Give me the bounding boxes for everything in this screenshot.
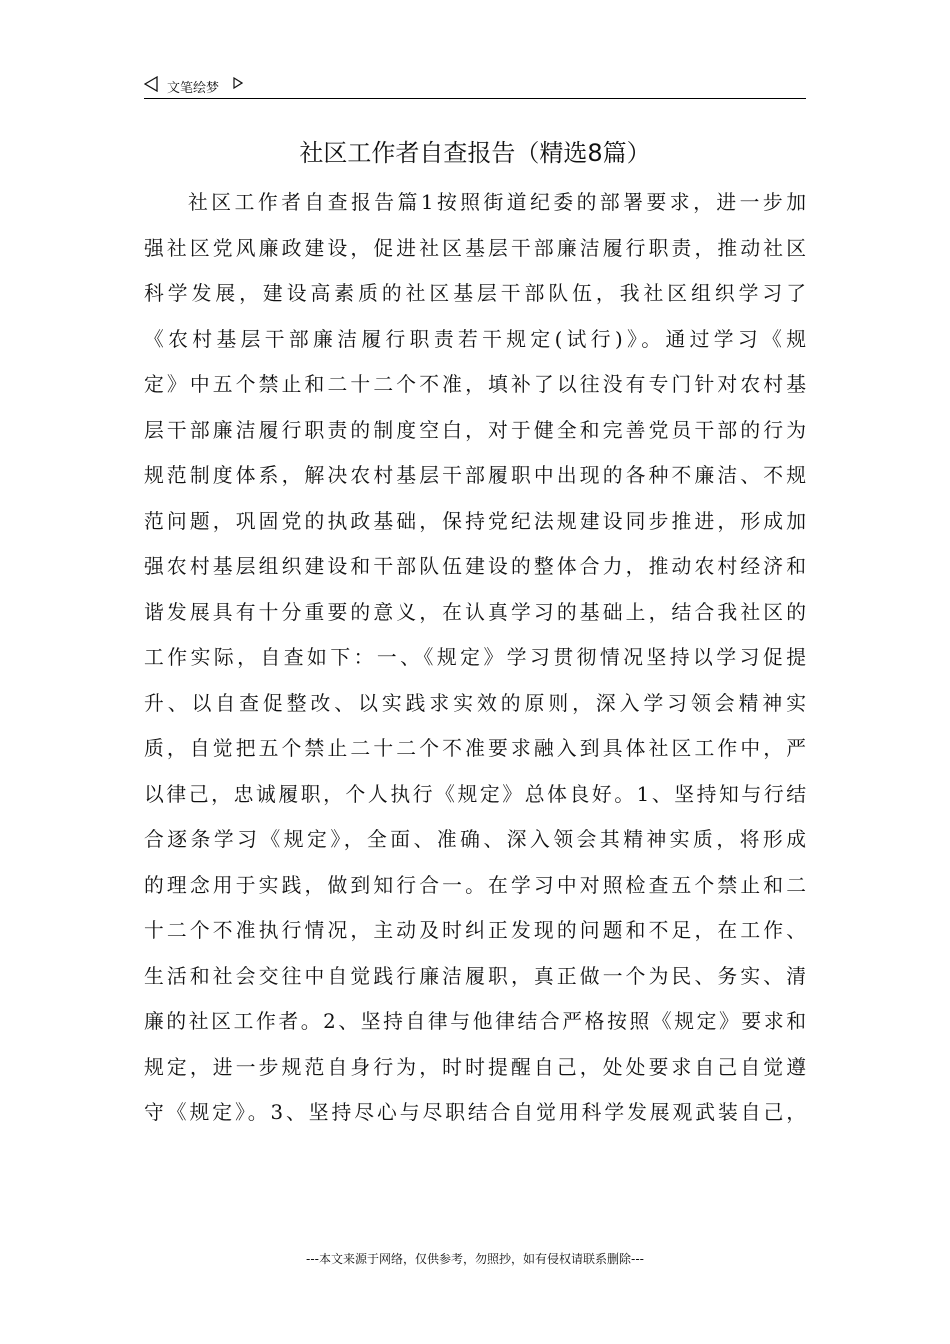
body-line: 强社区党风廉政建设，促进社区基层干部廉洁履行职责，推动社区: [144, 236, 806, 260]
page-header: [144, 72, 806, 99]
body-line: 以律己，忠诚履职，个人执行《规定》总体良好。1、坚持知与行结: [144, 782, 806, 806]
body-line: 谐发展具有十分重要的意义，在认真学习的基础上，结合我社区的: [144, 600, 806, 624]
body-line: 规范制度体系，解决农村基层干部履职中出现的各种不廉洁、不规: [144, 464, 806, 487]
body-line: 定》中五个禁止和二十二个不准，填补了以往没有专门针对农村基: [144, 373, 806, 396]
body-line: 十二个不准执行情况，主动及时纠正发现的问题和不足，在工作、: [144, 919, 806, 942]
right-triangle-icon: [233, 77, 243, 89]
body-line: 《农村基层干部廉洁履行职责若干规定(试行)》。通过学习《规: [144, 327, 806, 351]
body-line: 规定，进一步规范自身行为，时时提醒自己，处处要求自己自觉遵: [144, 1055, 806, 1079]
body-line: 升、以自查促整改、以实践求实效的原则，深入学习领会精神实: [144, 691, 806, 715]
document-body: [144, 180, 806, 1136]
body-line: 范问题，巩固党的执政基础，保持党纪法规建设同步推进，形成加: [144, 509, 806, 533]
body-line: 的理念用于实践，做到知行合一。在学习中对照检查五个禁止和二: [144, 873, 806, 897]
body-line: 廉的社区工作者。2、坚持自律与他律结合严格按照《规定》要求和: [144, 1010, 806, 1033]
document-title: 社区工作者自查报告（精选8篇）: [299, 139, 651, 167]
left-triangle-icon: [144, 76, 158, 92]
body-line: 社区工作者自查报告篇1按照街道纪委的部署要求，进一步加: [188, 191, 806, 214]
body-line: 科学发展，建设高素质的社区基层干部队伍，我社区组织学习了: [144, 282, 806, 305]
body-line: 强农村基层组织建设和干部队伍建设的整体合力，推动农村经济和: [144, 555, 806, 578]
body-line: 守《规定》。3、坚持尽心与尽职结合自觉用科学发展观武装自己，: [144, 1101, 806, 1124]
header-site-name: 文笔绘梦: [167, 81, 220, 96]
body-line: 工作实际，自查如下：一、《规定》学习贯彻情况坚持以学习促提: [144, 646, 806, 669]
footer-disclaimer: ---本文来源于网络，仅供参考，勿照抄，如有侵权请联系删除---: [306, 1252, 644, 1266]
body-line: 合逐条学习《规定》，全面、准确、深入领会其精神实质，将形成: [144, 828, 806, 851]
body-line: 生活和社会交往中自觉践行廉洁履职，真正做一个为民、务实、清: [144, 964, 806, 988]
body-line: 质，自觉把五个禁止二十二个不准要求融入到具体社区工作中，严: [144, 737, 806, 760]
body-line: 层干部廉洁履行职责的制度空白，对于健全和完善党员干部的行为: [144, 418, 806, 442]
